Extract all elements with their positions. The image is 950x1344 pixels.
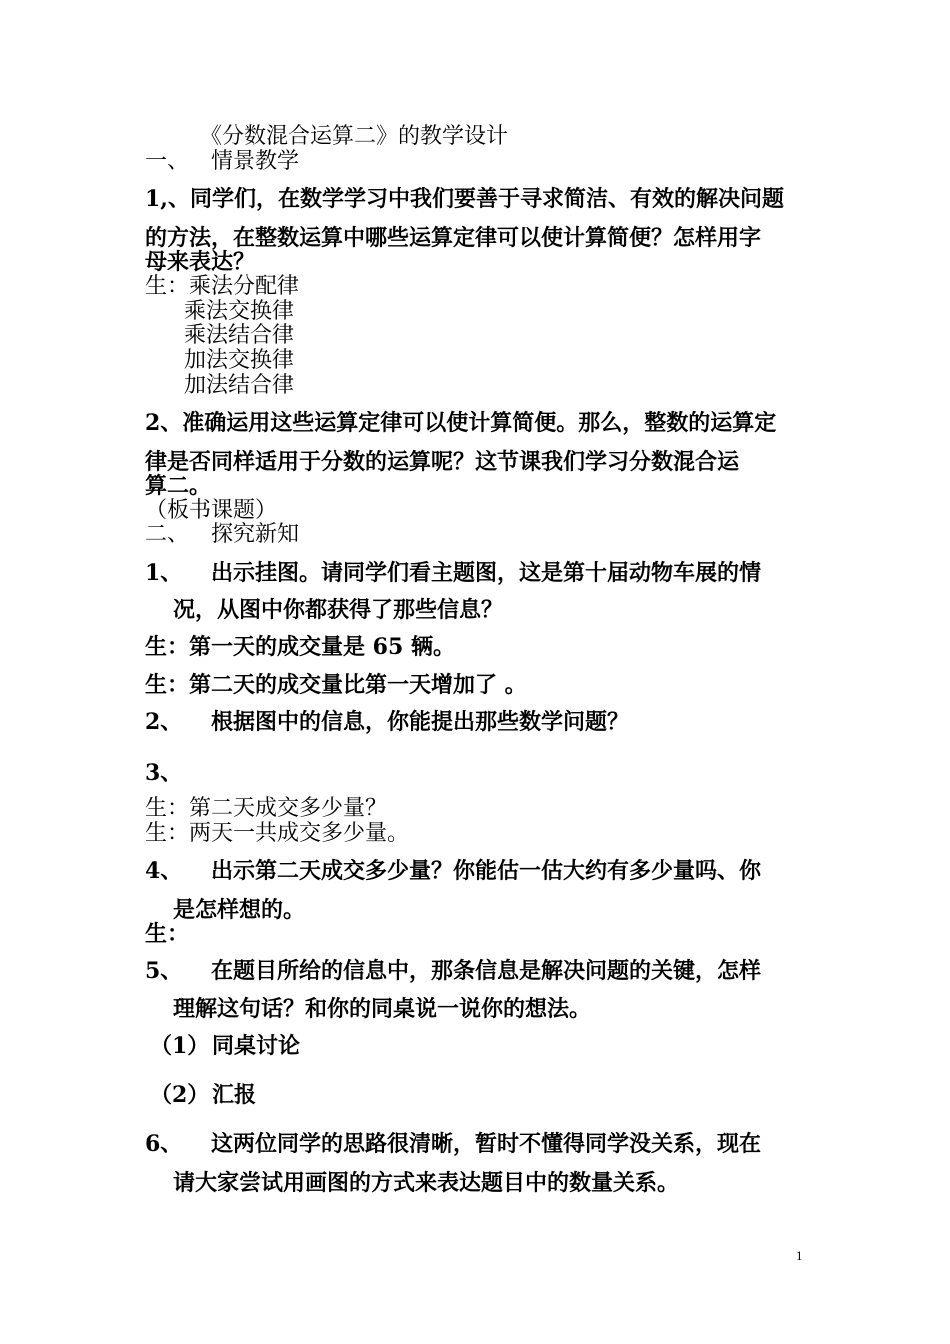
paragraph-line: 1,、同学们，在数学学习中我们要善于寻求简洁、有效的解决问题 xyxy=(145,186,784,212)
law-item: 加法结合律 xyxy=(184,373,295,398)
section-heading-1 xyxy=(145,149,825,175)
sub-item-number: （2） xyxy=(150,1082,210,1108)
item-text: 出示第二天成交多少量？你能估一估大约有多少量吗、你 xyxy=(211,858,762,884)
list-item-4 xyxy=(145,858,825,884)
item-number: 1、 xyxy=(145,560,183,586)
student-label: 生： xyxy=(145,796,190,821)
sub-item-number: （1） xyxy=(150,1033,210,1059)
list-item-continuation: 是怎样想的。 xyxy=(173,897,306,923)
law-item: 乘法结合律 xyxy=(184,323,295,348)
paragraph-line: 算二。 xyxy=(145,473,212,499)
paragraph-line: 2、准确运用这些运算定律可以使计算简便。那么，整数的运算定 xyxy=(145,410,777,436)
item-text: 出示挂图。请同学们看主题图，这是第十届动物车展的情 xyxy=(211,560,762,586)
item-number: 5、 xyxy=(145,958,183,984)
sub-item-text: 同桌讨论 xyxy=(212,1033,301,1059)
item-number: 4、 xyxy=(145,858,183,884)
item-number: 2、 xyxy=(145,709,183,735)
answer-text: 第一天的成交量是 65 辆。 xyxy=(189,634,455,660)
answer-line xyxy=(145,274,825,300)
board-note: （板书课题） xyxy=(145,498,278,523)
item-number: 6、 xyxy=(145,1131,183,1157)
law-item: 加法交换律 xyxy=(184,348,295,373)
student-label: 生： xyxy=(145,634,190,660)
list-item-1 xyxy=(145,560,825,586)
answer-text: 第二天的成交量比第一天增加了 。 xyxy=(189,672,527,698)
page-number: 1 xyxy=(796,1248,803,1263)
list-item-continuation: 请大家尝试用画图的方式来表达题目中的数量关系。 xyxy=(173,1170,680,1196)
section-heading-2 xyxy=(145,522,825,548)
item-text: 根据图中的信息，你能提出那些数学问题？ xyxy=(211,709,630,735)
list-item-continuation: 理解这句话？和你的同桌说一说你的想法。 xyxy=(173,996,592,1022)
section-number: 一、 xyxy=(145,149,190,174)
list-item-continuation: 况，从图中你都获得了那些信息？ xyxy=(173,597,504,623)
student-label: 生： xyxy=(145,672,190,698)
sub-item-1 xyxy=(150,1033,830,1059)
paragraph-line: 母来表达？ xyxy=(145,249,256,275)
student-label: 生： xyxy=(145,821,190,846)
sub-item-text: 汇报 xyxy=(212,1082,257,1108)
answer-text: 第二天成交多少量？ xyxy=(189,796,388,821)
answer-line: 生： xyxy=(145,921,190,947)
list-item-3 xyxy=(145,760,825,786)
paragraph-line: 律是否同样适用于分数的运算呢？这节课我们学习分数混合运 xyxy=(145,449,740,475)
document-title: 《分数混合运算二》的教学设计 xyxy=(200,124,509,149)
item-text: 在题目所给的信息中，那条信息是解决问题的关键，怎样 xyxy=(211,958,762,984)
list-item-5 xyxy=(145,958,825,984)
section-title: 探究新知 xyxy=(211,522,300,547)
answer-line xyxy=(145,821,825,847)
answer-line xyxy=(145,634,825,660)
answer-text: 两天一共成交多少量。 xyxy=(189,821,410,846)
student-label: 生： xyxy=(145,274,190,299)
answer-line xyxy=(145,672,825,698)
answer-line xyxy=(145,796,825,822)
item-number: 3、 xyxy=(145,760,183,786)
section-title: 情景教学 xyxy=(211,149,300,174)
section-number: 二、 xyxy=(145,522,190,547)
item-text: 这两位同学的思路很清晰，暂时不懂得同学没关系，现在 xyxy=(211,1131,762,1157)
law-item: 乘法交换律 xyxy=(184,299,295,324)
list-item-2 xyxy=(145,709,825,735)
sub-item-2 xyxy=(150,1082,830,1108)
law-item: 乘法分配律 xyxy=(189,274,300,299)
list-item-6 xyxy=(145,1131,825,1157)
paragraph-line: 的方法，在整数运算中哪些运算定律可以使计算简便？怎样用字 xyxy=(145,225,762,251)
